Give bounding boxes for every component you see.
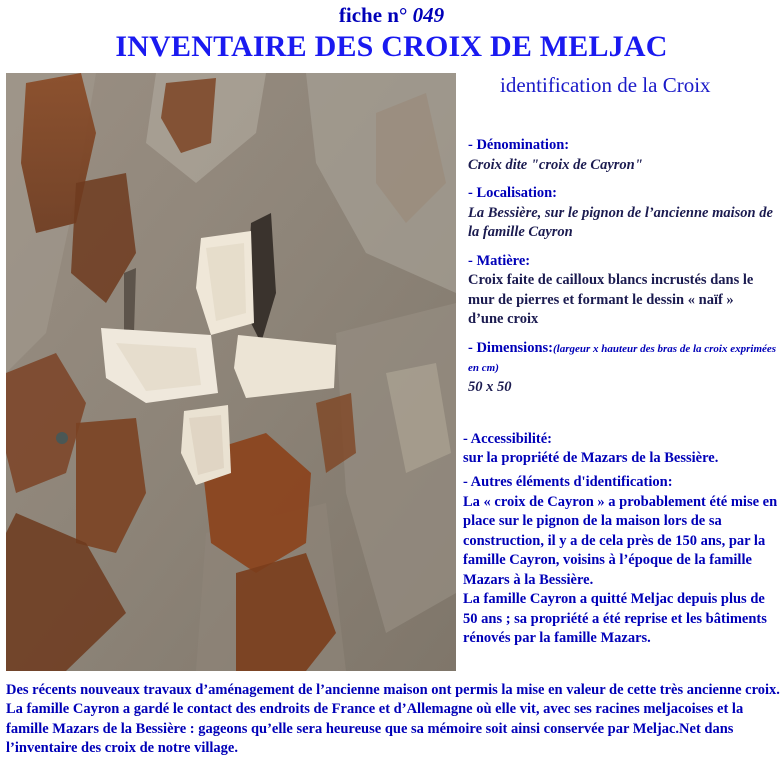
dimensions-note: (largeur x hauteur des bras de la croix exprimées en cm) [468,342,777,374]
stone-wall-image [6,73,456,671]
matiere-label: - Matière: [468,252,531,269]
fiche-label: fiche n° [338,3,408,27]
matiere-value: Croix faite de cailloux blancs incrustés dans le mur de pierres et formant le dessin « naïf » d’une croix [468,272,754,327]
accessibilite-block [463,430,779,467]
dimensions-label: - Dimensions: [468,339,553,356]
localisation-label: - Localisation: [468,185,558,201]
denomination-block [468,136,778,175]
autres-paragraph-1: La « croix de Cayron » a probablement été mise en place sur le pignon de la maison lors de sa construction, il y a de cela près de 150 ans, par la famille Cayron, voisins à l’époque de la famille Mazars à la Bessière. [463,493,778,588]
page-subtitle: identification de la Croix [500,73,711,97]
cross-photo [6,73,456,671]
fiche-number-heading [0,3,783,28]
autres-elements-block [463,473,779,649]
footer-text: Des récents nouveaux travaux d’aménagement de l’ancienne maison ont permis la mise en valeur de cette très ancienne croix. La famille Cayron a gardé le contact des endroits de France et d’Allemagne où elle vit, avec ses racines meljacoises et la famille Mazars de la Bessière : gageons qu’elle sera heureuse que sa mémoire soit ainsi conservée par Meljac.Net dans l’inventaire des croix de notre village. [6,682,780,756]
page-title: INVENTAIRE DES CROIX DE MELJAC [115,30,668,63]
accessibilite-label: - Accessibilité: [463,431,552,447]
fiche-number: 049 [412,3,445,27]
matiere-block [468,252,778,330]
denomination-value: Croix dite "croix de Cayron" [468,156,643,173]
accessibilite-value: sur la propriété de Mazars de la Bessière. [463,449,719,466]
localisation-value: La Bessière, sur le pignon de l’ancienne maison de la famille Cayron [468,204,773,240]
identification-fields [468,136,778,406]
dimensions-value: 50 x 50 [468,378,512,395]
dimensions-block [468,339,778,398]
localisation-block [468,184,778,243]
autres-label: - Autres éléments d'identification: [463,474,673,490]
denomination-label: - Dénomination: [468,137,570,153]
autres-paragraph-2: La famille Cayron a quitté Meljac depuis plus de 50 ans ; sa propriété a été reprise et les bâtiments rénovés par la famille Mazars. [463,591,767,646]
